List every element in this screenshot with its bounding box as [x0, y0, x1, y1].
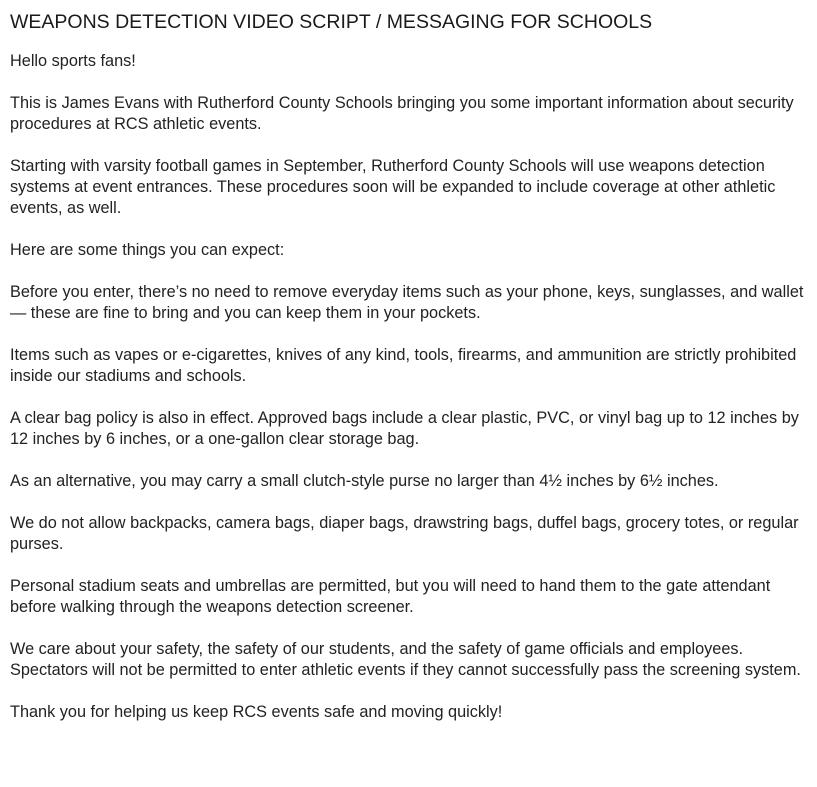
paragraph-prohibited-items: Items such as vapes or e-cigarettes, knives of any kind, tools, firearms, and ammunition are strictly prohibited inside our stadiums and schools.: [10, 346, 797, 385]
paragraph-clear-bag-policy: A clear bag policy is also in effect. Approved bags include a clear plastic, PVC, or vinyl bag up to 12 inches by 12 inches by 6 inches, or a one-gallon clear storage bag.: [10, 409, 799, 448]
paragraph-disallowed-bags: We do not allow backpacks, camera bags, diaper bags, drawstring bags, duffel bags, grocery totes, or regular purses.: [10, 514, 799, 553]
paragraph-introduction: This is James Evans with Rutherford County Schools bringing you some important information about security procedures at RCS athletic events.: [10, 94, 794, 133]
paragraph-safety: We care about your safety, the safety of our students, and the safety of game officials and employees. Spectators will not be permitted to enter athletic events if they cannot successfully pass the screening system.: [10, 640, 801, 679]
paragraph-thank-you: Thank you for helping us keep RCS events safe and moving quickly!: [10, 703, 503, 721]
paragraph-expectations-intro: Here are some things you can expect:: [10, 241, 285, 259]
paragraph-clutch-purse: As an alternative, you may carry a small clutch-style purse no larger than 4½ inches by 6½ inches.: [10, 472, 719, 490]
paragraph-everyday-items: Before you enter, there’s no need to remove everyday items such as your phone, keys, sunglasses, and wallet — these are fine to bring and you can keep them in your pockets.: [10, 283, 804, 322]
document-title: WEAPONS DETECTION VIDEO SCRIPT / MESSAGING FOR SCHOOLS: [10, 11, 653, 33]
paragraph-weapons-detection-start: Starting with varsity football games in September, Rutherford County Schools will use weapons detection systems at event entrances. These procedures soon will be expanded to include coverage at other athletic events, as well.: [10, 157, 776, 217]
paragraph-seats-umbrellas: Personal stadium seats and umbrellas are permitted, but you will need to hand them to the gate attendant before walking through the weapons detection screener.: [10, 577, 771, 616]
paragraph-greeting: Hello sports fans!: [10, 52, 136, 70]
